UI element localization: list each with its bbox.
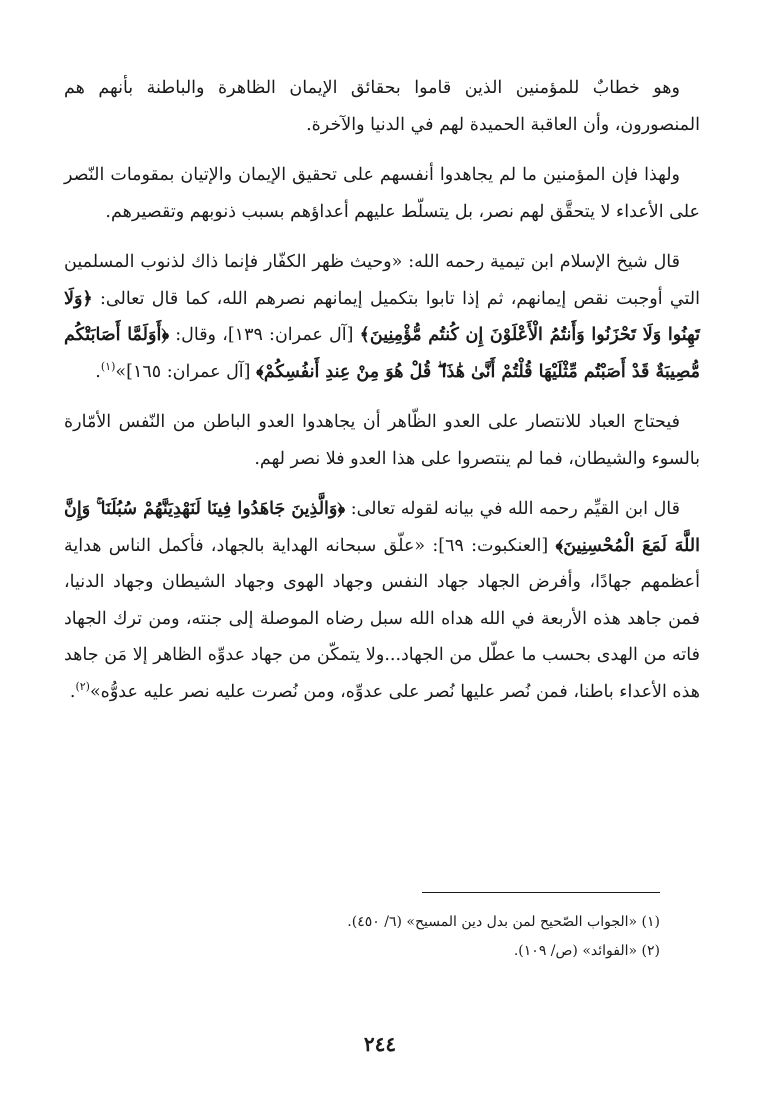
footnote-divider [422, 892, 660, 893]
quran-verse-3: ﴿وَالَّذِينَ جَاهَدُوا فِينَا لَنَهْدِيَنَّهُمْ سُبُلَنَا ۚ وَإِنَّ اللَّهَ لَمَعَ الْمُحْسِنِينَ﴾ [64, 499, 700, 556]
paragraph-5 [64, 491, 700, 710]
paragraph-end: . [95, 361, 101, 382]
quran-verse-2: ﴿أَوَلَمَّا أَصَابَتْكُم مُّصِيبَةٌ قَدْ أَصَبْتُم مِّثْلَيْهَا قُلْتُمْ أَنَّىٰ هَٰذَا ۖ قُلْ هُوَ مِنْ عِندِ أَنفُسِكُمْ﴾ [64, 325, 700, 382]
quote-intro: قال ابن القيِّم رحمه الله في بيانه لقوله تعالى: [345, 499, 680, 519]
footnote-marker-1: (١) [100, 359, 116, 373]
verse-reference-2: [آل عمران: ١٦٥]» [115, 361, 257, 382]
paragraph-end: . [69, 681, 76, 702]
paragraph-1: وهو خطابٌ للمؤمنين الذين قاموا بحقائق الإيمان الظاهرة والباطنة بأنهم هم المنصورون، وأن العاقبة الحميدة لهم في الدنيا والآخرة. [64, 78, 700, 135]
quran-verse-1: ﴿وَلَا تَهِنُوا وَلَا تَحْزَنُوا وَأَنتُمُ الْأَعْلَوْنَ إِن كُنتُم مُّؤْمِنِينَ﴾ [64, 288, 700, 345]
paragraph-2: ولهذا فإن المؤمنين ما لم يجاهدوا أنفسهم على تحقيق الإيمان والإتيان بمقومات النّصر على الأعداء لا يتحقَّق لهم نصر، بل يتسلّط عليهم أعداؤهم بسبب ذنوبهم وتقصيرهم. [64, 165, 700, 222]
footnote-marker-2: (٢) [75, 679, 90, 693]
page-body [64, 70, 700, 720]
footnote-1: (١) «الجواب الصّحيح لمن بدل دين المسيح» (٦/ ٤٥٠). [347, 914, 660, 930]
paragraph-3 [64, 244, 700, 390]
page-number: ٢٤٤ [363, 1032, 397, 1056]
footnote-2: (٢) «الفوائد» (ص/ ١٠٩). [513, 943, 660, 959]
footnotes [120, 908, 660, 966]
paragraph-4: فيحتاج العباد للانتصار على العدو الظّاهر أن يجاهدوا العدو الباطن من النّفس الأمّارة بالسوء والشيطان، فما لم ينتصروا على هذا العدو فلا نصر لهم. [64, 412, 700, 469]
quote-intro: قال شيخ الإسلام ابن تيمية رحمه الله: «وحيث ظهر الكفّار فإنما ذاك لذنوب المسلمين التي أوجبت نقص إيمانهم، ثم إذا تابوا بتكميل إيمانهم نصرهم الله، كما قال تعالى: [64, 252, 700, 309]
quote-body: [العنكبوت: ٦٩]: «علّق سبحانه الهداية بالجهاد، فأكمل الناس هداية أعظمهم جهادًا، وأفرض الجهاد جهاد النفس وجهاد الهوى وجهاد الشيطان وجهاد الدنيا، فمن جاهد هذه الأربعة في الله هداه الله سبل رضاه الموصلة إلى جنته، ومن ترك الجهاد فاته من الهدى بحسب ما عطّل من الجهاد...ولا يتمكّن من جهاد عدوِّه الظاهر إلا مَن جاهد هذه الأعداء باطنا، فمن نُصر عليها نُصر على عدوِّه، ومن نُصرت عليه نصر عليه عدوُّه» [64, 535, 700, 702]
verse-reference-1: [آل عمران: ١٣٩]، وقال: [169, 325, 360, 345]
